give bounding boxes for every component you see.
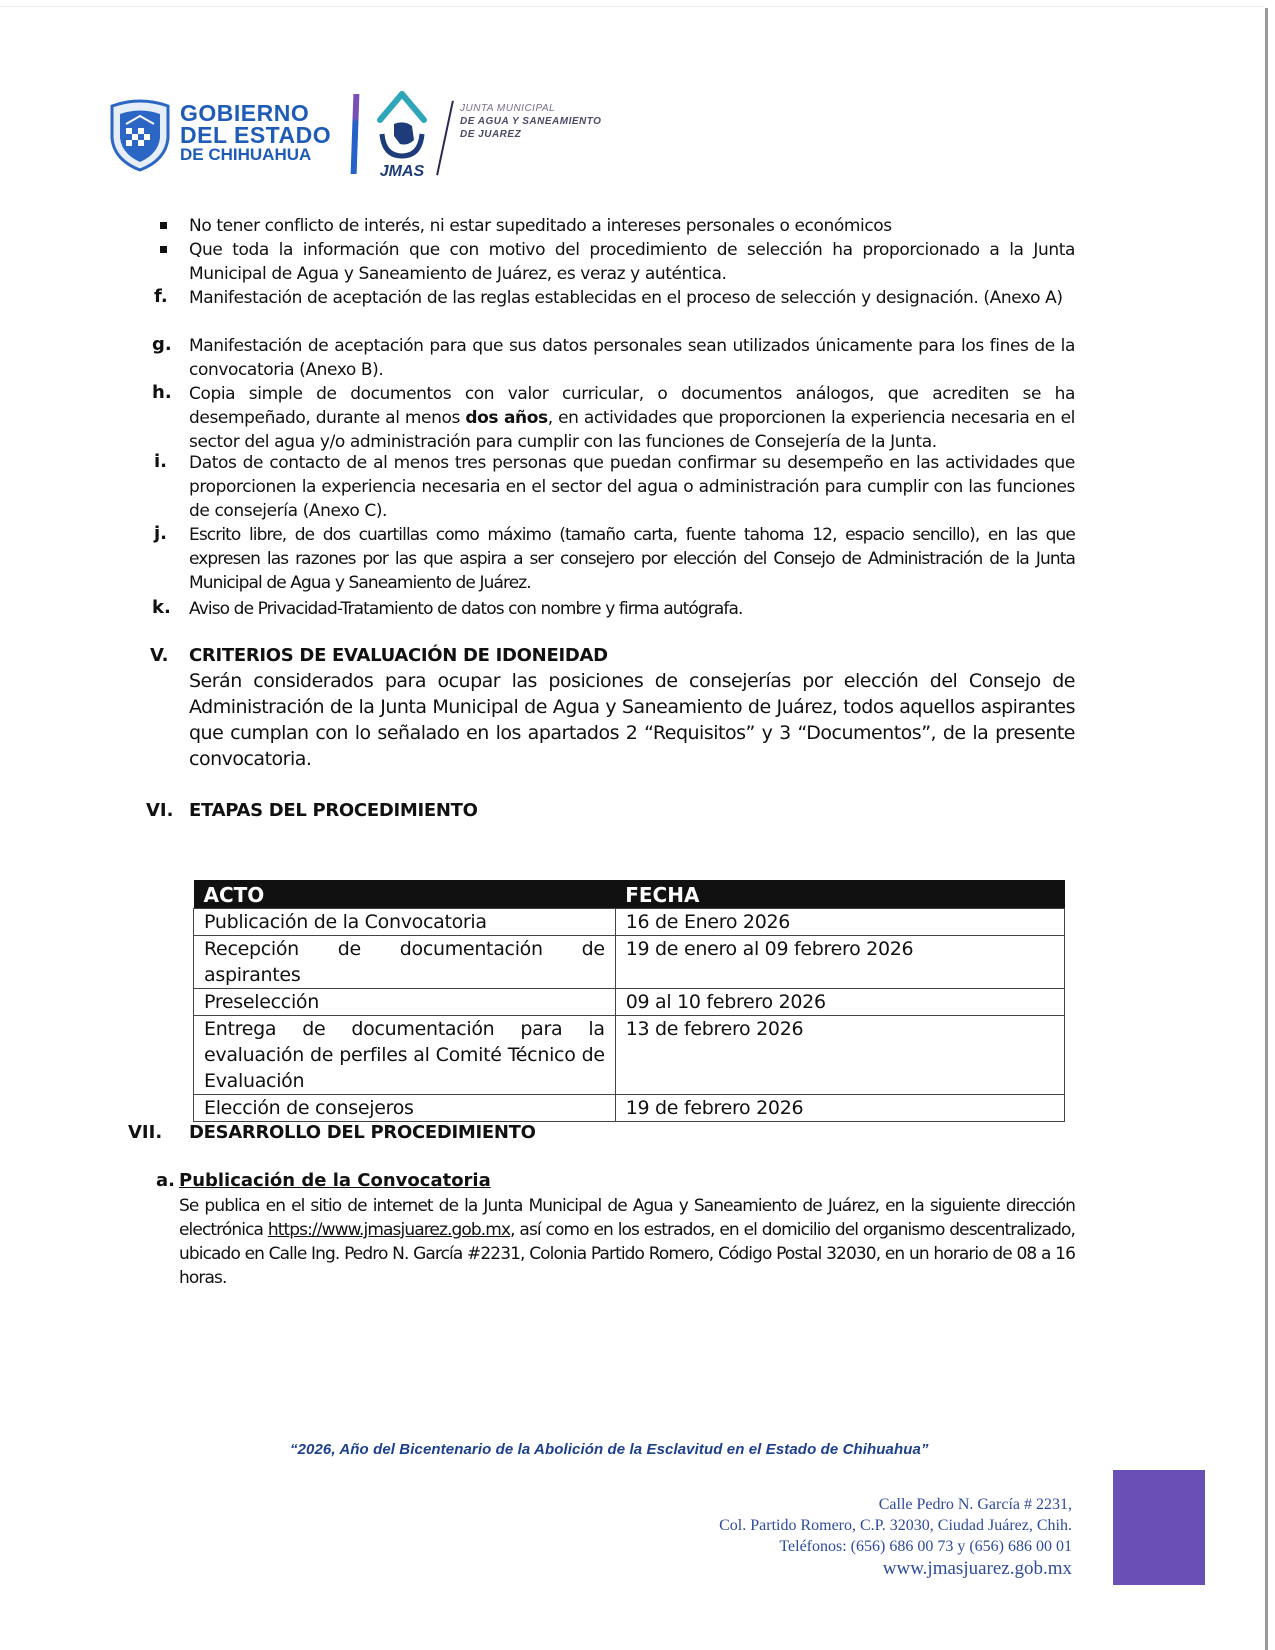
jmas-line-1: JUNTA MUNICIPAL bbox=[460, 103, 556, 114]
item-marker-i: i. bbox=[154, 451, 168, 472]
item-h-emphasis: dos años bbox=[465, 408, 548, 428]
fecha-cell: 19 de febrero 2026 bbox=[615, 1095, 1064, 1122]
jmas-acronym: JMAS bbox=[379, 163, 425, 180]
page-top-edge bbox=[0, 6, 1265, 7]
jmas-water-drop-icon bbox=[372, 90, 432, 180]
gov-line-2: DEL ESTADO bbox=[180, 122, 332, 148]
sub-a-body bbox=[179, 1194, 1075, 1290]
section-vi-title: ETAPAS DEL PROCEDIMIENTO bbox=[189, 800, 478, 821]
gobierno-chihuahua-wordmark bbox=[180, 102, 331, 164]
section-v-number: V. bbox=[150, 645, 169, 666]
letterhead bbox=[100, 80, 660, 180]
fecha-cell: 13 de febrero 2026 bbox=[615, 1016, 1064, 1095]
item-j-text: Escrito libre, de dos cuartillas como máximo (tamaño carta, fuente tahoma 12, espacio sencillo), en las que expresen las razones por las que aspira a ser consejero por elección del Consejo de Administración de la Junta Municipal de Agua y Saneamiento de Juárez. bbox=[189, 525, 1075, 593]
address-phones: Teléfonos: (656) 686 00 73 y (656) 686 00 01 bbox=[779, 1538, 1072, 1555]
jmas-website-link[interactable]: https://www.jmasjuarez.gob.mx bbox=[267, 1220, 511, 1240]
footer-website-link[interactable]: www.jmasjuarez.gob.mx bbox=[882, 1558, 1072, 1579]
jmas-line-2: DE AGUA Y SANEAMIENTO bbox=[460, 116, 602, 127]
item-k-text: Aviso de Privacidad-Tratamiento de datos con nombre y firma autógrafa. bbox=[189, 599, 743, 619]
item-g-text: Manifestación de aceptación para que sus datos personales sean utilizados únicamente para los fines de la convocatoria (Anexo B). bbox=[189, 336, 1075, 380]
item-marker-j: j. bbox=[154, 523, 168, 544]
acto-cell: Publicación de la Convocatoria bbox=[194, 909, 616, 936]
bullet-icon bbox=[160, 222, 167, 229]
gov-line-1: GOBIERNO bbox=[180, 100, 310, 126]
column-header-fecha: FECHA bbox=[615, 880, 1064, 909]
jmas-line-3: DE JUAREZ bbox=[460, 129, 522, 140]
jmas-wordmark bbox=[460, 102, 601, 141]
table-row bbox=[194, 909, 1065, 936]
address-city: Col. Partido Romero, C.P. 32030, Ciudad Juárez, Chih. bbox=[719, 1517, 1072, 1534]
item-marker-k: k. bbox=[152, 597, 171, 618]
section-vi-number: VI. bbox=[146, 800, 174, 821]
sub-a-text-start: Se publica en el sitio de internet de la Junta Municipal de Agua y Saneamiento de Juárez, en la siguiente dirección electrónica bbox=[179, 1196, 1075, 1240]
item-i-text: Datos de contacto de al menos tres personas que puedan confirmar su desempeño en las actividades que proporcionen la experiencia necesaria en el sector del agua o administración para cumplir con las funciones de consejería (Anexo C). bbox=[189, 453, 1075, 521]
page-right-edge bbox=[1265, 8, 1268, 1650]
address-street: Calle Pedro N. García # 2231, bbox=[878, 1496, 1072, 1513]
gov-line-3: DE CHIHUAHUA bbox=[180, 145, 312, 164]
footer-accent-block bbox=[1113, 1470, 1205, 1585]
acto-cell: Elección de consejeros bbox=[194, 1095, 616, 1122]
sub-a-title: Publicación de la Convocatoria bbox=[179, 1170, 491, 1191]
sub-a-marker: a. bbox=[156, 1170, 175, 1191]
item-marker-h: h. bbox=[152, 382, 172, 403]
column-header-acto: ACTO bbox=[194, 880, 616, 909]
item-h-text-start: Copia simple de documentos con valor curricular, o documentos análogos, que acrediten se ha desempeñado, durante al menos bbox=[189, 384, 1075, 428]
footer-address bbox=[719, 1494, 1072, 1581]
table-row bbox=[194, 989, 1065, 1016]
table-header-row bbox=[194, 880, 1065, 909]
logo-divider bbox=[351, 94, 360, 174]
item-h-text bbox=[189, 382, 1075, 454]
section-v-title: CRITERIOS DE EVALUACIÓN DE IDONEIDAD bbox=[189, 645, 608, 666]
section-v-body: Serán considerados para ocupar las posiciones de consejerías por elección del Consejo de Administración de la Junta Municipal de Agua y Saneamiento de Juárez, todos aquellos aspirantes que cumplan con lo señalado en los apartados 2 “Requisitos” y 3 “Documentos”, de la presente convocatoria. bbox=[189, 670, 1075, 770]
bullet-icon bbox=[160, 246, 167, 253]
sub-a-text-end: , así como en los estrados, en el domicilio del organismo descentralizado, ubicado en Calle Ing. Pedro N. García #2231, Colonia Partido Romero, Código Postal 32030, en un horario de 08 a 16 horas. bbox=[179, 1220, 1075, 1288]
section-vii-title: DESARROLLO DEL PROCEDIMIENTO bbox=[189, 1122, 536, 1143]
acto-cell: Entrega de documentación para la evaluación de perfiles al Comité Técnico de Evaluación bbox=[194, 1016, 616, 1095]
fecha-cell: 16 de Enero 2026 bbox=[615, 909, 1064, 936]
chihuahua-coat-of-arms-icon bbox=[108, 98, 172, 172]
logo-slash-divider bbox=[436, 101, 454, 176]
item-f-text: Manifestación de aceptación de las reglas establecidas en el proceso de selección y designación. (Anexo A) bbox=[189, 288, 1063, 308]
item-marker-f: f. bbox=[154, 286, 168, 307]
acto-cell: Recepción de documentación de aspirantes bbox=[194, 936, 616, 989]
table-row bbox=[194, 1016, 1065, 1095]
footer-motto: “2026, Año del Bicentenario de la Abolición de la Esclavitud en el Estado de Chihuahua” bbox=[290, 1441, 929, 1458]
bullet-item: No tener conflicto de interés, ni estar supeditado a intereses personales o económicos bbox=[189, 216, 892, 236]
table-row bbox=[194, 1095, 1065, 1122]
acto-cell: Preselección bbox=[194, 989, 616, 1016]
table-row bbox=[194, 936, 1065, 989]
bullet-item: Que toda la información que con motivo del procedimiento de selección ha proporcionado a la Junta Municipal de Agua y Saneamiento de Juárez, es veraz y auténtica. bbox=[189, 240, 1075, 284]
fecha-cell: 09 al 10 febrero 2026 bbox=[615, 989, 1064, 1016]
section-vii-number: VII. bbox=[128, 1122, 163, 1143]
etapas-table bbox=[193, 880, 1065, 1122]
item-h-text-end: , en actividades que proporcionen la experiencia necesaria en el sector del agua y/o administración para cumplir con las funciones de Consejería de la Junta. bbox=[189, 408, 1075, 452]
item-marker-g: g. bbox=[152, 334, 172, 355]
fecha-cell: 19 de enero al 09 febrero 2026 bbox=[615, 936, 1064, 989]
